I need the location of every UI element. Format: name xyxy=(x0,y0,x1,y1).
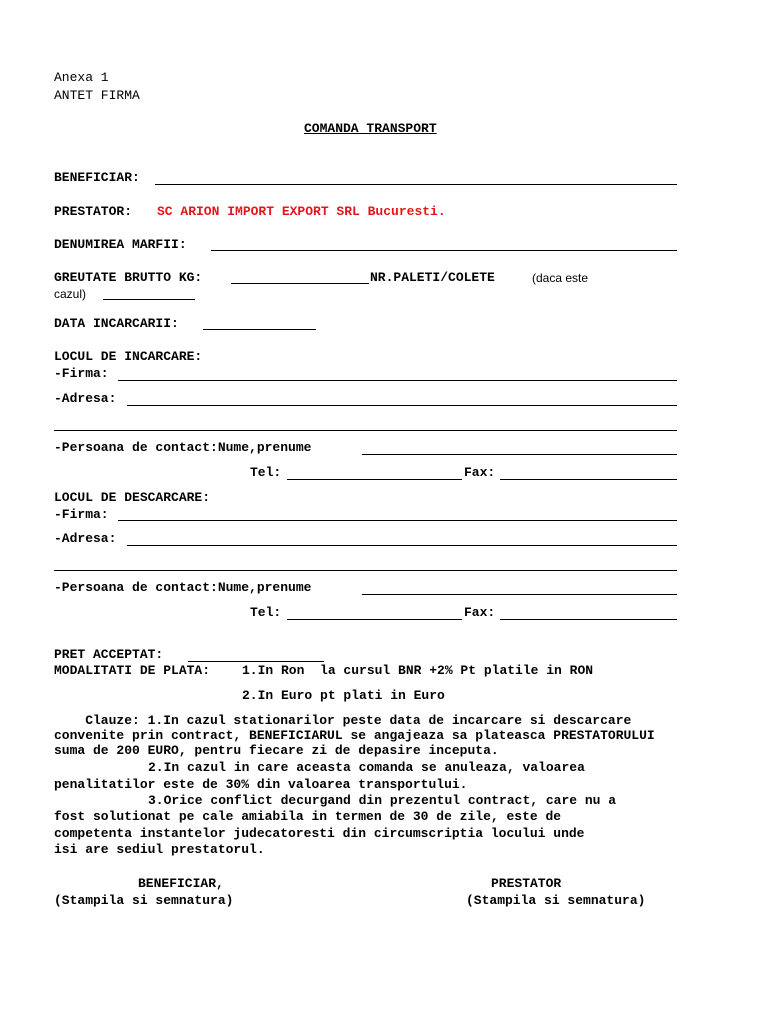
loading-firma-label: -Firma: xyxy=(54,366,109,381)
loading-contact-field[interactable] xyxy=(362,454,677,455)
loading-fax-field[interactable] xyxy=(500,479,677,480)
paleti-label: NR.PALETI/COLETE xyxy=(370,270,495,285)
modalitati-label: MODALITATI DE PLATA: xyxy=(54,663,211,678)
unloading-fax-field[interactable] xyxy=(500,619,677,620)
paleti-field[interactable] xyxy=(103,299,195,300)
pret-acceptat-field[interactable] xyxy=(188,661,324,662)
loading-adresa-field-2[interactable] xyxy=(54,430,677,431)
prestator-value: SC ARION IMPORT EXPORT SRL Bucuresti. xyxy=(157,204,446,219)
loading-firma-field[interactable] xyxy=(118,380,677,381)
daca-este-label: (daca este xyxy=(532,271,589,285)
loading-fax-label: Fax: xyxy=(464,465,496,480)
signature-beneficiar-label: BENEFICIAR, xyxy=(138,876,224,891)
unloading-adresa-field-2[interactable] xyxy=(54,570,677,571)
greutate-field[interactable] xyxy=(231,283,369,284)
clauze-line-6: 3.Orice conflict decurgand din prezentul contract, care nu a xyxy=(148,793,617,808)
clauze-line-9: isi are sediul prestatorul. xyxy=(54,842,265,857)
beneficiar-label: BENEFICIAR: xyxy=(54,170,140,185)
denumirea-label: DENUMIREA MARFII: xyxy=(54,237,187,252)
anexa-label: Anexa 1 xyxy=(54,70,109,85)
unloading-firma-field[interactable] xyxy=(118,520,677,521)
prestator-label: PRESTATOR: xyxy=(54,204,133,219)
clauze-line-5: penalitatilor este de 30% din valoarea transportului. xyxy=(54,777,468,792)
signature-prestator-label: PRESTATOR xyxy=(491,876,562,891)
clauze-line-2: convenite prin contract, BENEFICIARUL se angajeaza sa plateasca PRESTATORULUI xyxy=(54,728,655,743)
unloading-adresa-label: -Adresa: xyxy=(54,531,117,546)
signature-prestator-sub: (Stampila si semnatura) xyxy=(466,893,646,908)
clauze-line-1: Clauze: 1.In cazul stationarilor peste data de incarcare si descarcare xyxy=(54,713,632,728)
beneficiar-field[interactable] xyxy=(155,184,677,185)
loading-section-title: LOCUL DE INCARCARE: xyxy=(54,349,203,364)
clauze-line-7: fost solutionat pe cale amiabila in termen de 30 de zile, este de xyxy=(54,809,562,824)
clauze-line-4: 2.In cazul in care aceasta comanda se anuleaza, valoarea xyxy=(148,760,585,775)
unloading-tel-label: Tel: xyxy=(250,605,282,620)
loading-tel-field[interactable] xyxy=(287,479,462,480)
unloading-contact-field[interactable] xyxy=(362,594,677,595)
page-title: COMANDA TRANSPORT xyxy=(304,121,437,136)
greutate-label: GREUTATE BRUTTO KG: xyxy=(54,270,203,285)
loading-adresa-field[interactable] xyxy=(127,405,677,406)
data-incarcarii-field[interactable] xyxy=(203,329,316,330)
clauze-line-3: suma de 200 EURO, pentru fiecare zi de depasire inceputa. xyxy=(54,743,499,758)
unloading-contact-label: -Persoana de contact:Nume,prenume xyxy=(54,580,312,595)
data-incarcarii-label: DATA INCARCARII: xyxy=(54,316,179,331)
antet-label: ANTET FIRMA xyxy=(54,88,140,103)
payment-option-2: 2.In Euro pt plati in Euro xyxy=(242,688,445,703)
unloading-firma-label: -Firma: xyxy=(54,507,109,522)
loading-tel-label: Tel: xyxy=(250,465,282,480)
signature-beneficiar-sub: (Stampila si semnatura) xyxy=(54,893,234,908)
pret-acceptat-label: PRET ACCEPTAT: xyxy=(54,647,164,662)
unloading-tel-field[interactable] xyxy=(287,619,462,620)
loading-adresa-label: -Adresa: xyxy=(54,391,117,406)
cazul-label: cazul) xyxy=(54,287,87,301)
payment-option-1: 1.In Ron la cursul BNR +2% Pt platile in RON xyxy=(242,663,594,678)
denumirea-field[interactable] xyxy=(211,250,677,251)
loading-contact-label: -Persoana de contact:Nume,prenume xyxy=(54,440,312,455)
unloading-fax-label: Fax: xyxy=(464,605,496,620)
unloading-adresa-field[interactable] xyxy=(127,545,677,546)
clauze-line-8: competenta instantelor judecatoresti din circumscriptia locului unde xyxy=(54,826,585,841)
unloading-section-title: LOCUL DE DESCARCARE: xyxy=(54,490,211,505)
